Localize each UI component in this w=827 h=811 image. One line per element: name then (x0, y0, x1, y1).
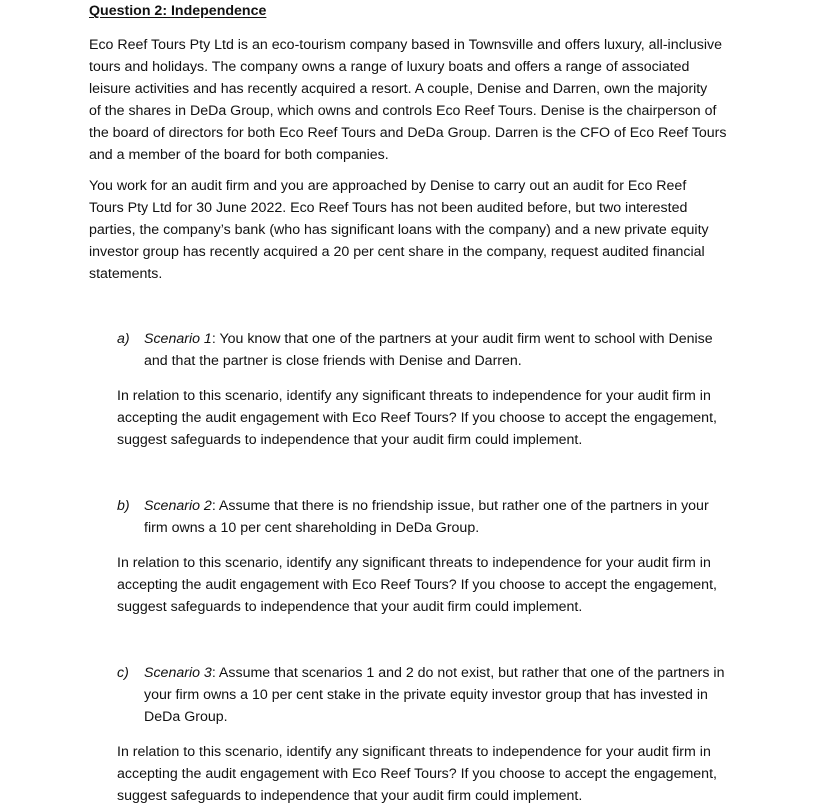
text-line: suggest safeguards to independence that your audit firm could implement. (117, 599, 583, 615)
intro-paragraph-2 (89, 175, 779, 285)
scenario-description (144, 328, 713, 372)
scenario-question (117, 385, 717, 451)
text-line: and a member of the board for both companies. (89, 147, 389, 163)
text-line: In relation to this scenario, identify any significant threats to independence for your audit firm in (117, 388, 711, 404)
text-line: In relation to this scenario, identify any significant threats to independence for your audit firm in (117, 555, 711, 571)
question-heading: Question 2: Independence (89, 3, 267, 19)
scenario-question (117, 552, 717, 618)
text-line: the board of directors for both Eco Reef Tours and DeDa Group. Darren is the CFO of Eco Reef Tours (89, 125, 727, 141)
scenario-title: Scenario 1 (144, 331, 212, 347)
text-line: Eco Reef Tours Pty Ltd is an eco-tourism company based in Townsville and offers luxury, all-inclusive (89, 37, 722, 53)
scenario-title: Scenario 2 (144, 498, 212, 514)
text-line: suggest safeguards to independence that your audit firm could implement. (117, 788, 583, 804)
text-line: and that the partner is close friends with Denise and Darren. (144, 353, 522, 369)
scenario-description (144, 495, 709, 539)
scenario-text: : Assume that there is no friendship issue, but rather one of the partners in your (211, 498, 709, 514)
text-line: leisure activities and has recently acquired a resort. A couple, Denise and Darren, own the majority (89, 81, 708, 97)
text-line: statements. (89, 266, 163, 282)
text-line: accepting the audit engagement with Eco Reef Tours? If you choose to accept the engagement, (117, 410, 717, 426)
list-marker: b) (117, 498, 130, 514)
text-line: accepting the audit engagement with Eco Reef Tours? If you choose to accept the engagement, (117, 766, 717, 782)
intro-paragraph-1 (89, 34, 779, 166)
text-line (144, 662, 724, 684)
scenario-description (144, 662, 724, 728)
scenario-title: Scenario 3 (144, 665, 212, 681)
text-line: investor group has recently acquired a 20 per cent share in the company, request audited financial (89, 244, 705, 260)
text-line: suggest safeguards to independence that your audit firm could implement. (117, 432, 583, 448)
text-line (144, 495, 709, 517)
list-marker: c) (117, 665, 129, 681)
text-line: In relation to this scenario, identify any significant threats to independence for your audit firm in (117, 744, 711, 760)
text-line: DeDa Group. (144, 709, 228, 725)
text-line: accepting the audit engagement with Eco Reef Tours? If you choose to accept the engagement, (117, 577, 717, 593)
text-line: your firm owns a 10 per cent stake in the private equity investor group that has invested in (144, 687, 708, 703)
text-line: parties, the company’s bank (who has significant loans with the company) and a new private equity (89, 222, 709, 238)
text-line: firm owns a 10 per cent shareholding in DeDa Group. (144, 520, 480, 536)
text-line (144, 328, 713, 350)
text-line: You work for an audit firm and you are approached by Denise to carry out an audit for Eco Reef (89, 178, 687, 194)
scenario-text: : You know that one of the partners at your audit firm went to school with Denise (211, 331, 713, 347)
scenario-text: : Assume that scenarios 1 and 2 do not exist, but rather that one of the partners in (211, 665, 725, 681)
text-line: tours and holidays. The company owns a range of luxury boats and offers a range of associated (89, 59, 690, 75)
scenario-question (117, 741, 717, 807)
list-marker: a) (117, 331, 130, 347)
text-line: of the shares in DeDa Group, which owns and controls Eco Reef Tours. Denise is the chairperson of (89, 103, 717, 119)
text-line: Tours Pty Ltd for 30 June 2022. Eco Reef Tours has not been audited before, but two interested (89, 200, 688, 216)
